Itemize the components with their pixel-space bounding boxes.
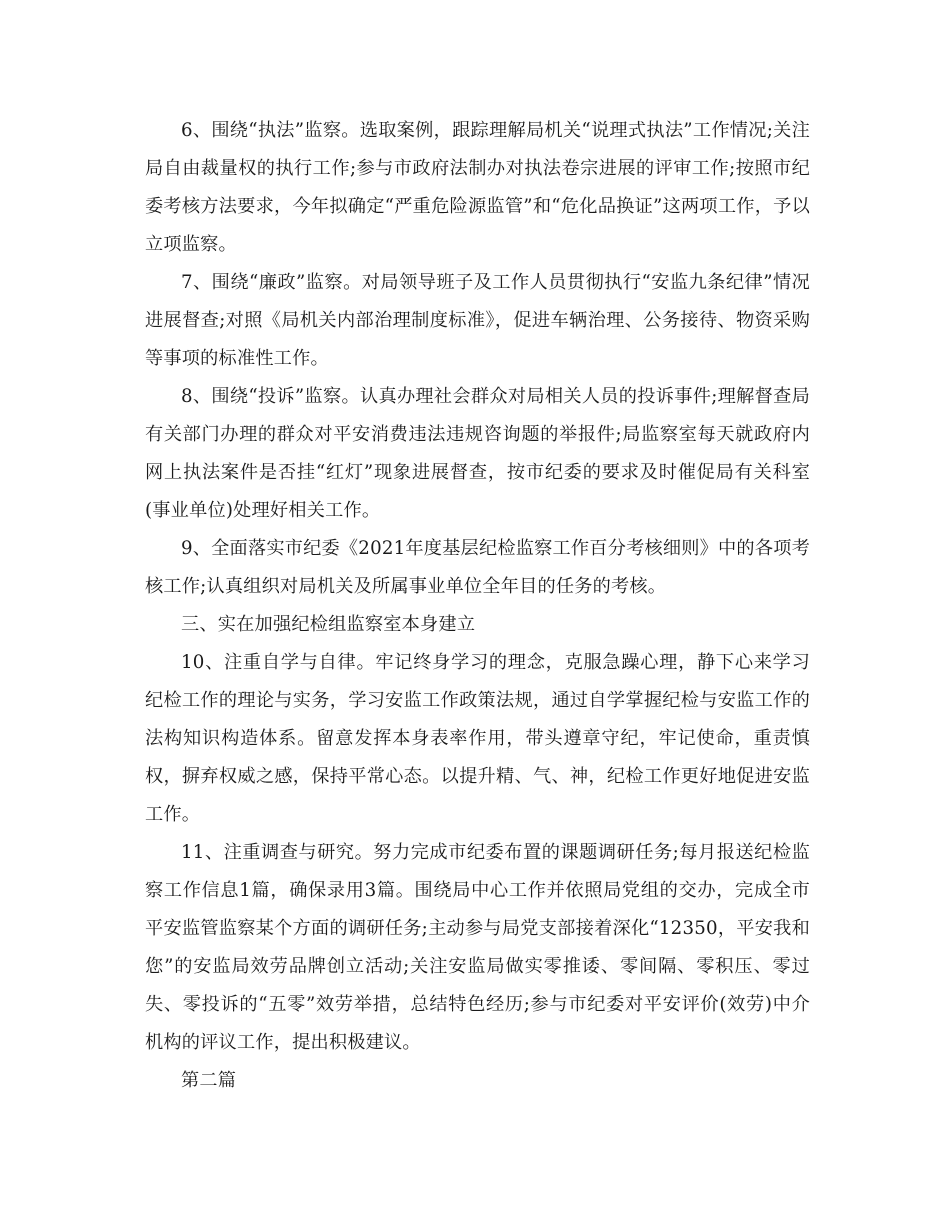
part-heading-second: 第二篇 <box>181 1070 237 1091</box>
paragraph-item-8: 8、围绕“投诉”监察。认真办理社会群众对局相关人员的投诉事件;理解督查局有关部门办理的群众对平安消费违法违规咨询题的举报件;局监察室每天就政府内网上执法案件是否挂“红灯”现象进展督查，按市纪委的要求及时催促局有关科室(事业单位)处理好相关工作。 <box>145 386 810 521</box>
document-body <box>145 112 810 1100</box>
paragraph-item-9: 9、全面落实市纪委《2021年度基层纪检监察工作百分考核细则》中的各项考核工作;认真组织对局机关及所属事业单位全年目的任务的考核。 <box>145 538 810 597</box>
section-heading-3: 三、实在加强纪检组监察室本身建立 <box>181 614 476 635</box>
paragraph-item-11: 11、注重调查与研究。努力完成市纪委布置的课题调研任务;每月报送纪检监察工作信息1篇，确保录用3篇。围绕局中心工作并依照局党组的交办，完成全市平安监管监察某个方面的调研任务;主动参与局党支部接着深化“12350，平安我和您”的安监局效劳品牌创立活动;关注安监局做实零推诿、零间隔、零积压、零过失、零投诉的“五零”效劳举措，总结特色经历;参与市纪委对平安评价(效劳)中介机构的评议工作，提出积极建议。 <box>145 842 810 1053</box>
paragraph-item-6: 6、围绕“执法”监察。选取案例，跟踪理解局机关“说理式执法”工作情况;关注局自由裁量权的执行工作;参与市政府法制办对执法卷宗进展的评审工作;按照市纪委考核方法要求，今年拟确定“严重危险源监管”和“危化品换证”这两项工作，予以立项监察。 <box>145 120 810 255</box>
paragraph-item-7: 7、围绕“廉政”监察。对局领导班子及工作人员贯彻执行“安监九条纪律”情况进展督查;对照《局机关内部治理制度标准》，促进车辆治理、公务接待、物资采购等事项的标准性工作。 <box>145 272 810 369</box>
paragraph-item-10: 10、注重自学与自律。牢记终身学习的理念，克服急躁心理，静下心来学习纪检工作的理论与实务，学习安监工作政策法规，通过自学掌握纪检与安监工作的法构知识构造体系。留意发挥本身表率作用，带头遵章守纪，牢记使命，重责慎权，摒弃权威之感，保持平常心态。以提升精、气、神，纪检工作更好地促进安监工作。 <box>145 652 810 825</box>
